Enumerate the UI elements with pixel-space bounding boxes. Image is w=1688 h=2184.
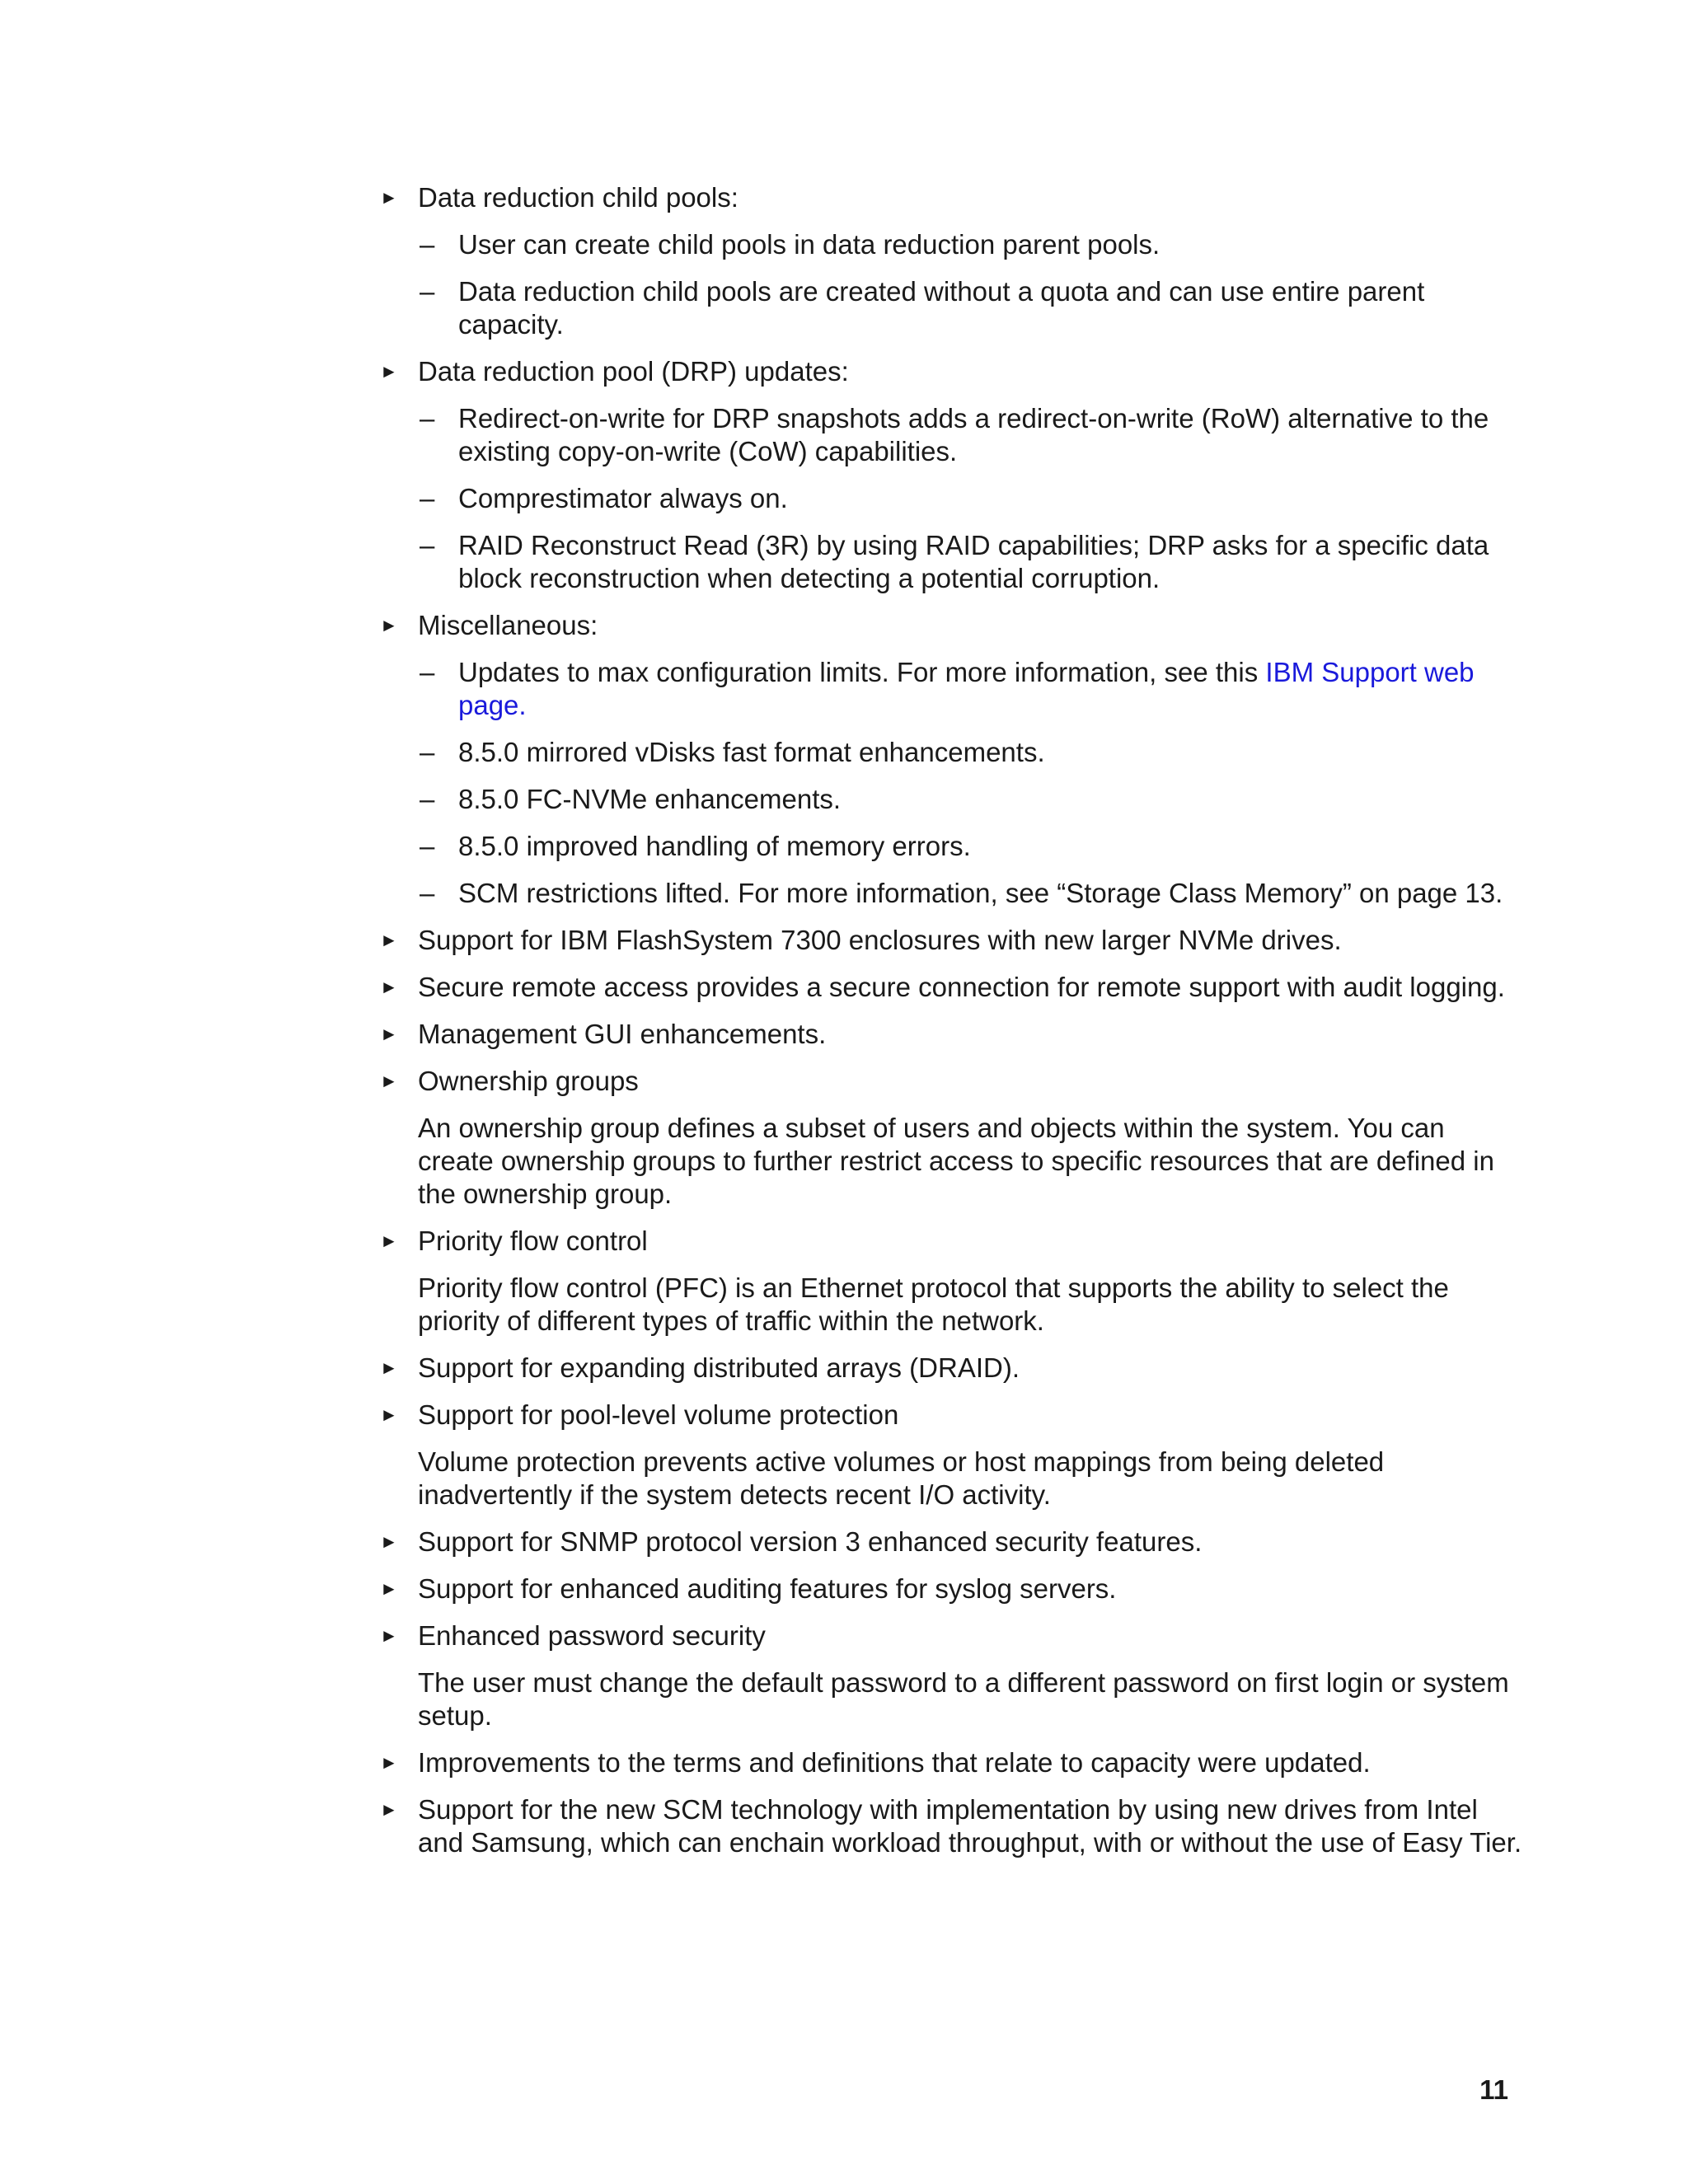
sub-list-item (380, 736, 1526, 769)
item-text: Secure remote access provides a secure connection for remote support with audit logging. (418, 972, 1505, 1002)
dash-marker: – (420, 878, 435, 908)
item-description: An ownership group defines a subset of users and objects within the system. You can create ownership groups to further restrict access to specific resources that are defined in the ownership group. (418, 1113, 1494, 1209)
bullet-marker: ► (380, 1799, 398, 1820)
sub-list-item (380, 877, 1526, 910)
item-text: Support for expanding distributed arrays (DRAID). (418, 1352, 1020, 1383)
ibm-support-link[interactable]: IBM Support web page. (458, 657, 1475, 720)
dash-marker: – (420, 657, 435, 687)
item-description: The user must change the default password to a different password on first login or system setup. (418, 1667, 1509, 1731)
item-text: Ownership groups (418, 1066, 639, 1096)
list-item (380, 1065, 1526, 1098)
sub-list-item (380, 783, 1526, 816)
list-item (380, 355, 1526, 388)
list-item (380, 1225, 1526, 1258)
bullet-marker: ► (380, 1024, 398, 1044)
bullet-marker: ► (380, 1071, 398, 1091)
item-text: Miscellaneous: (418, 610, 598, 640)
item-text: Support for SNMP protocol version 3 enhanced security features. (418, 1526, 1203, 1557)
list-item (380, 1352, 1526, 1385)
bullet-marker: ► (380, 1625, 398, 1646)
bullet-marker: ► (380, 1404, 398, 1425)
sub-item-text: Redirect-on-write for DRP snapshots adds a redirect-on-write (RoW) alternative to the existing copy-on-write (CoW) capabilities. (458, 403, 1489, 466)
document-body (380, 181, 1526, 1873)
dash-marker: – (420, 229, 435, 260)
list-item (380, 924, 1526, 957)
list-item (380, 1572, 1526, 1605)
item-text: Enhanced password security (418, 1620, 766, 1651)
sub-item-text: RAID Reconstruct Read (3R) by using RAID capabilities; DRP asks for a specific data block reconstruction when detecting a potential corruption. (458, 530, 1489, 593)
item-text: Improvements to the terms and definitions that relate to capacity were updated. (418, 1747, 1371, 1778)
bullet-marker: ► (380, 930, 398, 950)
dash-marker: – (420, 403, 435, 434)
sub-item-text: Data reduction child pools are created without a quota and can use entire parent capacity. (458, 276, 1425, 340)
list-item (380, 1793, 1526, 1859)
item-description: Volume protection prevents active volumes or host mappings from being deleted inadvertently if the system detects recent I/O activity. (418, 1446, 1385, 1510)
bullet-marker: ► (380, 361, 398, 382)
item-text: Support for pool-level volume protection (418, 1399, 899, 1430)
sub-list-item (380, 529, 1526, 595)
bullet-marker: ► (380, 1578, 398, 1599)
sub-item-text: 8.5.0 improved handling of memory errors. (458, 831, 971, 861)
dash-marker: – (420, 483, 435, 513)
dash-marker: – (420, 831, 435, 861)
page-number: 11 (1479, 2074, 1508, 2105)
bullet-marker: ► (380, 1531, 398, 1552)
item-text: Support for IBM FlashSystem 7300 enclosures with new larger NVMe drives. (418, 925, 1342, 955)
list-item (380, 971, 1526, 1004)
dash-marker: – (420, 530, 435, 560)
dash-marker: – (420, 784, 435, 814)
bullet-marker: ► (380, 1357, 398, 1378)
list-item (380, 1746, 1526, 1779)
sub-item-text: 8.5.0 FC-NVMe enhancements. (458, 784, 842, 814)
dash-marker: – (420, 276, 435, 307)
sub-item-text: Updates to max configuration limits. For more information, see this (458, 657, 1266, 687)
list-item (380, 1526, 1526, 1558)
list-item (380, 1399, 1526, 1432)
sub-list-item (380, 482, 1526, 515)
bullet-marker: ► (380, 187, 398, 208)
list-item (380, 1619, 1526, 1652)
item-text: Priority flow control (418, 1226, 648, 1256)
sub-list-item (380, 275, 1526, 341)
sub-list-item (380, 656, 1526, 722)
item-text: Support for enhanced auditing features for syslog servers. (418, 1573, 1117, 1604)
list-item (380, 181, 1526, 214)
item-description: Priority flow control (PFC) is an Ethernet protocol that supports the ability to select the priority of different types of traffic within the network. (418, 1272, 1449, 1336)
sub-item-text: SCM restrictions lifted. For more information, see “Storage Class Memory” on page 13. (458, 878, 1503, 908)
item-text: Management GUI enhancements. (418, 1019, 827, 1049)
sub-list-item (380, 228, 1526, 261)
sub-list-item (380, 402, 1526, 468)
item-text: Data reduction child pools: (418, 182, 738, 213)
sub-item-text: User can create child pools in data reduction parent pools. (458, 229, 1160, 260)
bullet-marker: ► (380, 1752, 398, 1773)
sub-item-text: Comprestimator always on. (458, 483, 788, 513)
item-text: Data reduction pool (DRP) updates: (418, 356, 849, 387)
sub-item-text: 8.5.0 mirrored vDisks fast format enhancements. (458, 737, 1045, 767)
bullet-marker: ► (380, 1230, 398, 1251)
sub-list-item (380, 830, 1526, 863)
bullet-marker: ► (380, 977, 398, 997)
list-item (380, 1018, 1526, 1051)
item-text: Support for the new SCM technology with implementation by using new drives from Intel and Samsung, which can enchain workload throughput, with or without the use of Easy Tier. (418, 1794, 1522, 1858)
list-item (380, 609, 1526, 642)
bullet-marker: ► (380, 615, 398, 635)
dash-marker: – (420, 737, 435, 767)
